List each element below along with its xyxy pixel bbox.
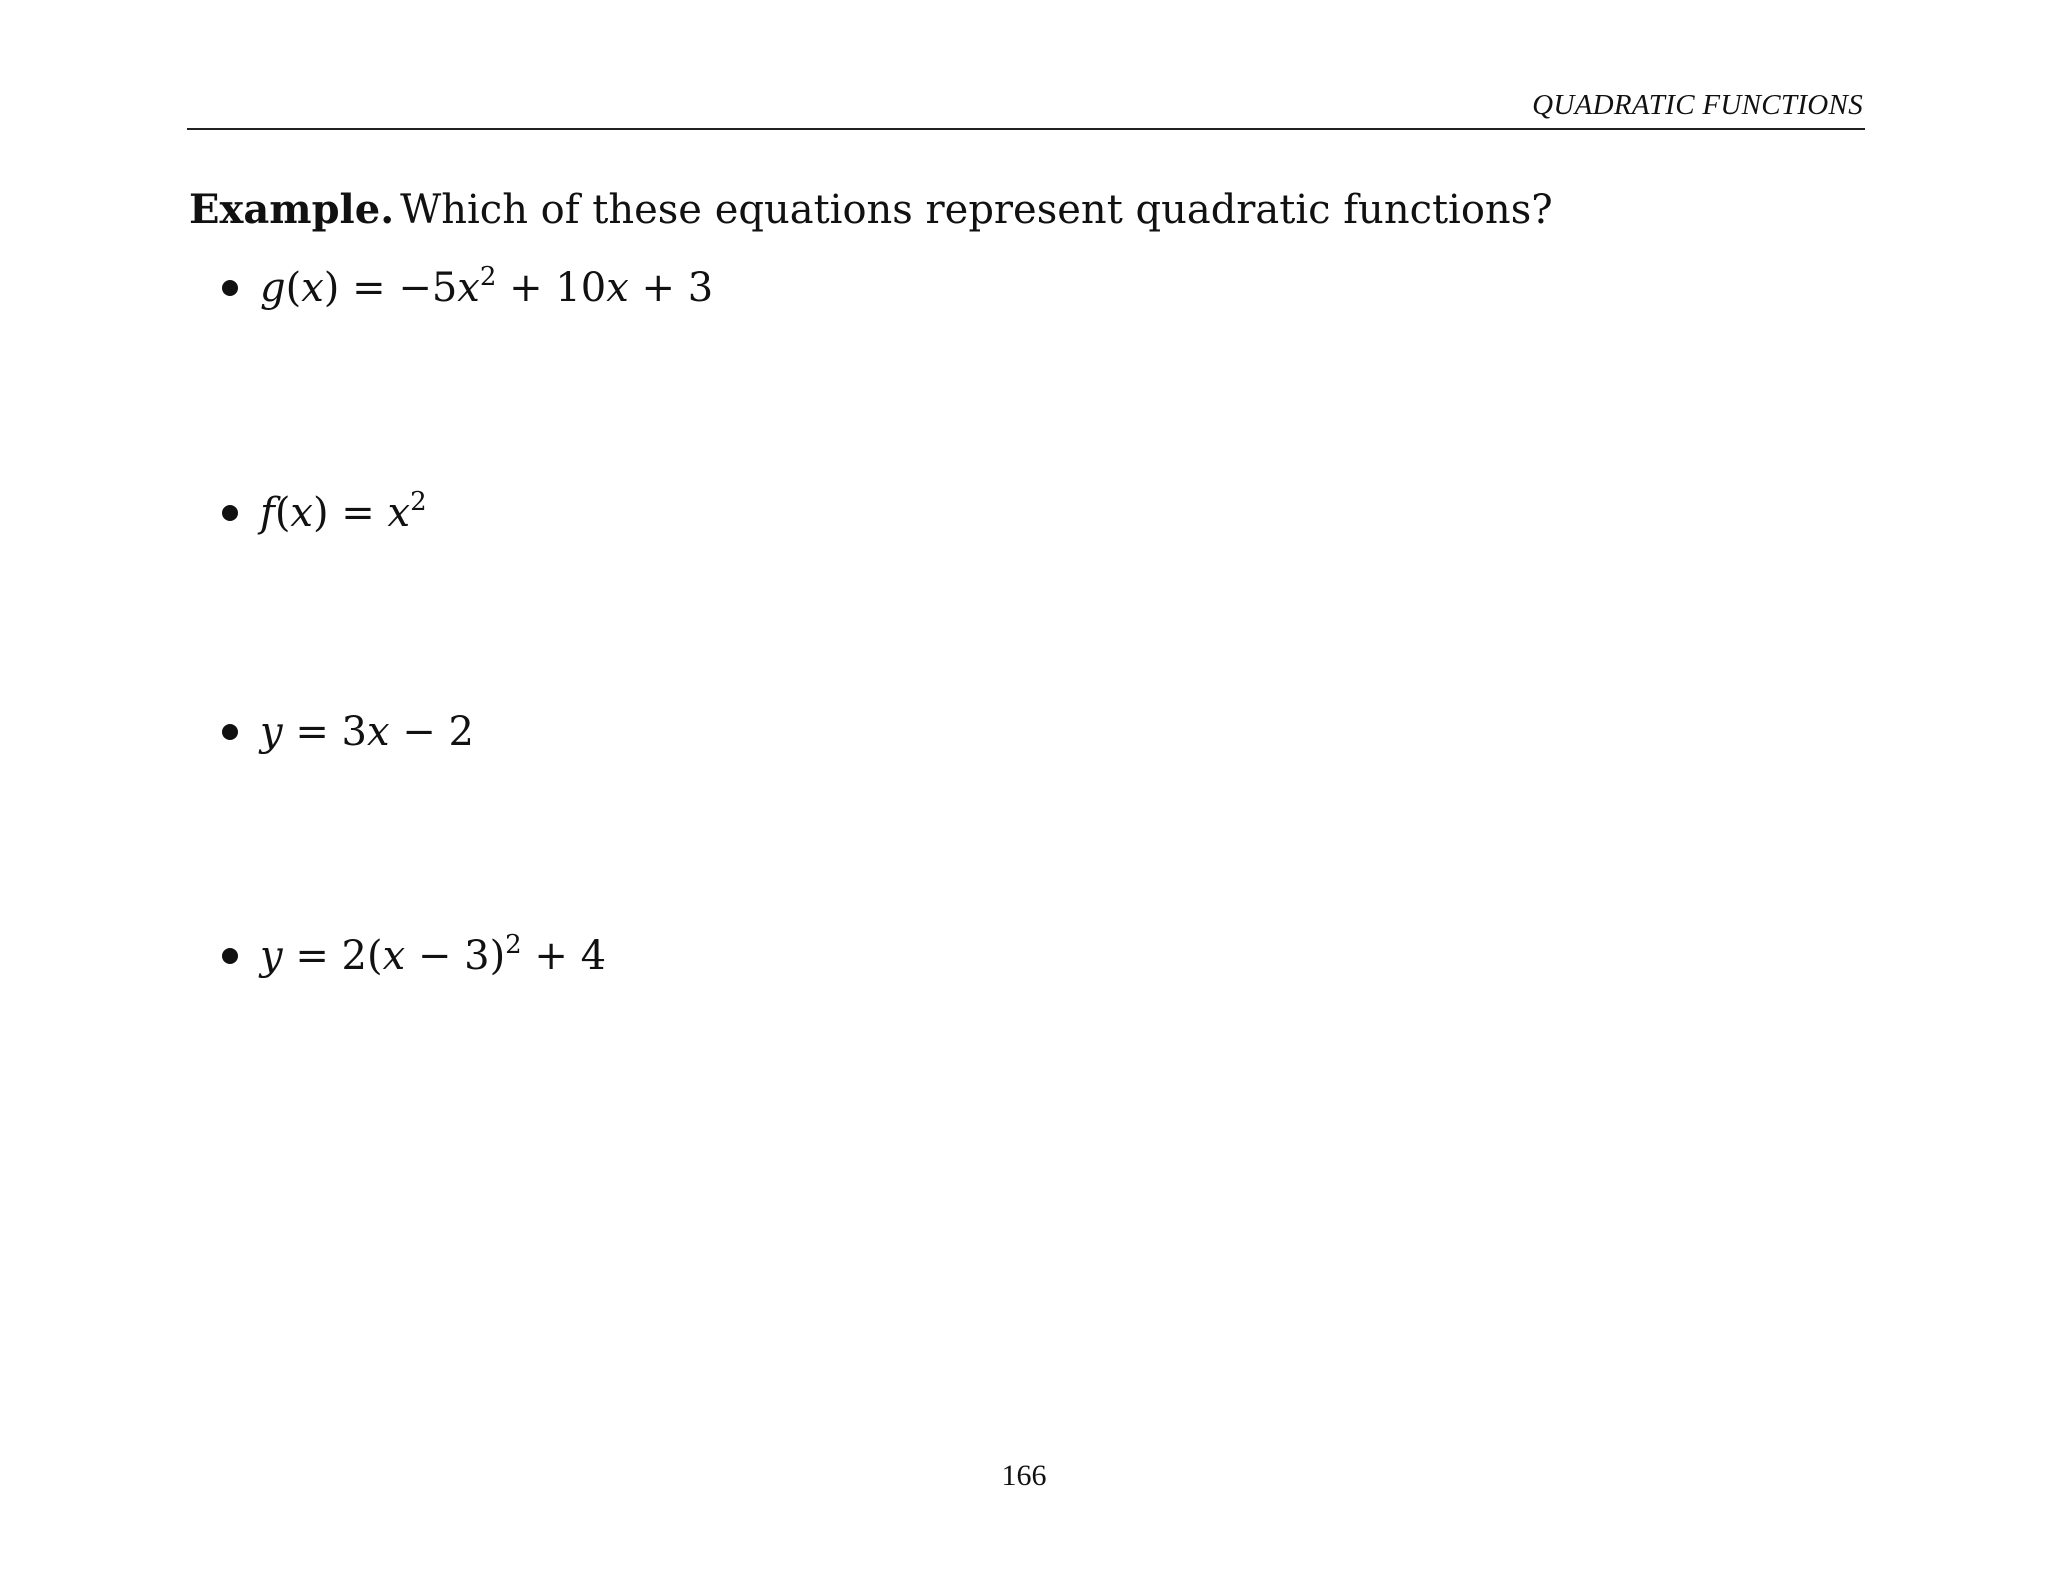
- math-var: g: [260, 265, 286, 311]
- math-var: x: [301, 265, 324, 311]
- math-text: + 4: [521, 933, 607, 979]
- page-number: 166: [1001, 1459, 1047, 1492]
- math-var: y: [260, 933, 283, 979]
- bullet-icon: [222, 505, 238, 521]
- equation-linear: [260, 704, 474, 760]
- bullet-icon: [222, 280, 238, 296]
- math-text: (: [285, 265, 302, 311]
- bullet-icon: [222, 948, 238, 964]
- math-var: x: [367, 709, 390, 755]
- equation-vertex-form: [260, 928, 606, 984]
- list-item: [222, 485, 427, 541]
- math-var: y: [260, 709, 283, 755]
- example-label: Example.: [189, 186, 395, 233]
- example-heading: [189, 184, 1553, 236]
- equation-g: [260, 260, 713, 316]
- math-var: x: [387, 490, 411, 536]
- math-exponent: 2: [410, 487, 427, 517]
- math-text: ) = −5: [323, 265, 458, 311]
- math-var: x: [290, 490, 313, 536]
- math-text: + 3: [628, 265, 714, 311]
- list-item: [222, 928, 606, 984]
- math-exponent: 2: [505, 930, 522, 960]
- math-text: (: [274, 490, 291, 536]
- math-exponent: 2: [479, 262, 497, 292]
- math-text: − 3): [405, 933, 506, 979]
- example-question: Which of these equations represent quadratic functions?: [400, 187, 1553, 233]
- math-var: x: [382, 933, 406, 979]
- equation-f: [260, 485, 427, 541]
- math-var: x: [606, 265, 629, 311]
- list-item: [222, 260, 713, 316]
- math-var: f: [260, 490, 275, 536]
- list-item: [222, 704, 474, 760]
- math-text: + 10: [496, 265, 607, 311]
- math-text: ) =: [312, 490, 388, 536]
- running-header: [187, 88, 1865, 130]
- math-text: = 2(: [282, 933, 383, 979]
- math-text: = 3: [282, 709, 368, 755]
- bullet-icon: [222, 724, 238, 740]
- header-title: QUADRATIC FUNCTIONS: [1532, 89, 1863, 121]
- math-text: − 2: [389, 709, 474, 755]
- math-var: x: [457, 265, 480, 311]
